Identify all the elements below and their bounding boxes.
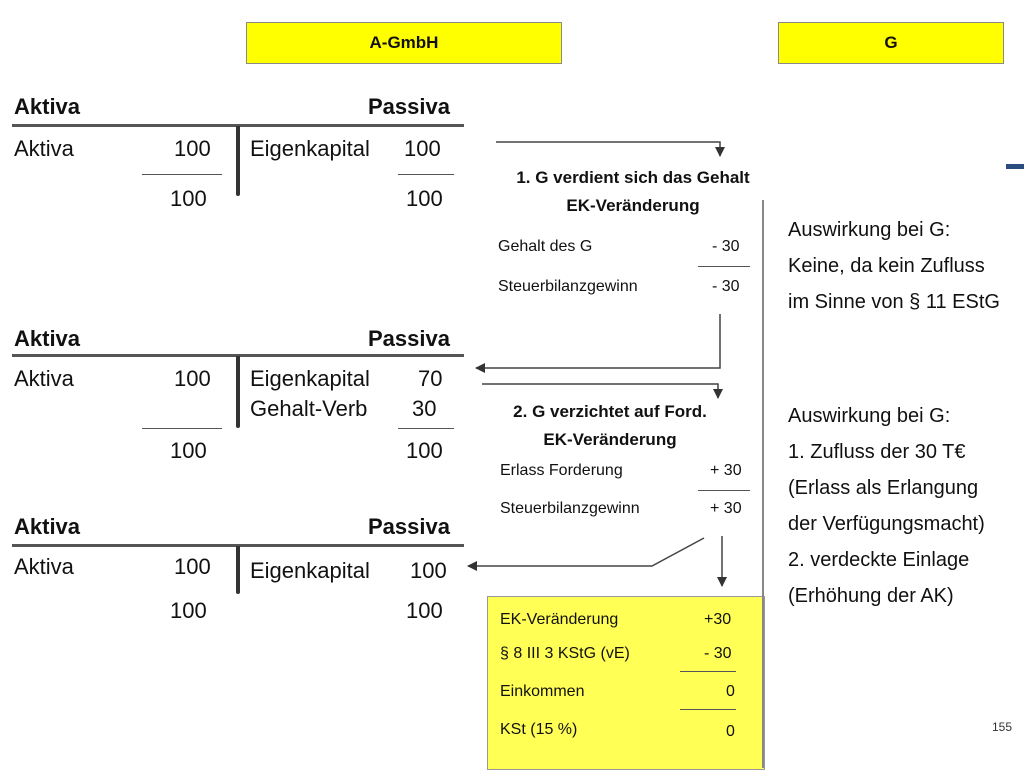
tax-row-4-value: 0: [726, 723, 735, 740]
step-2-subtitle: EK-Veränderung: [543, 430, 677, 449]
tax-row-2-value: - 30: [704, 645, 732, 662]
company-header-label: A-GmbH: [369, 33, 439, 52]
balance-1-head-right: Passiva: [368, 94, 450, 119]
arrow-to-step-1: [496, 142, 720, 156]
step-1-row-2-value: - 30: [712, 278, 740, 295]
step-1-row-1-label: Gehalt des G: [498, 238, 593, 255]
balance-3-right-label: Eigenkapital: [250, 558, 370, 583]
step-1-row-1-value: - 30: [712, 238, 740, 255]
effect-1-line-3: im Sinne von § 11 EStG: [788, 291, 1000, 313]
shareholder-header-label: G: [884, 33, 898, 52]
step-1-subtitle: EK-Veränderung: [566, 196, 700, 215]
balance-3-left-value: 100: [174, 554, 211, 579]
balance-1-head-left: Aktiva: [14, 94, 81, 119]
balance-2-left-label: Aktiva: [14, 366, 74, 391]
balance-2-right-value-1: 70: [418, 366, 443, 391]
step-2-row-2-value: + 30: [710, 500, 742, 517]
balance-1-left-total: 100: [170, 186, 207, 211]
effect-2-line-3: (Erlass als Erlangung: [788, 477, 979, 499]
balance-3-left-total: 100: [170, 598, 207, 623]
balance-1-right-value: 100: [404, 136, 441, 161]
effect-2-line-2: 1. Zufluss der 30 T€: [788, 441, 966, 463]
balance-1-right-total: 100: [406, 186, 443, 211]
step-1-row-2-label: Steuerbilanzgewinn: [498, 278, 638, 295]
effect-2-line-5: 2. verdeckte Einlage: [788, 549, 970, 571]
effect-2-line-1: Auswirkung bei G:: [788, 405, 951, 427]
balance-2-head-left: Aktiva: [14, 326, 81, 351]
balance-2-left-total: 100: [170, 438, 207, 463]
step-2-row-2-label: Steuerbilanzgewinn: [500, 500, 640, 517]
balance-1-right-label: Eigenkapital: [250, 136, 370, 161]
balance-2-right-label-1: Eigenkapital: [250, 366, 370, 391]
arrow-to-step-2: [482, 384, 718, 398]
tax-row-1-value: +30: [704, 611, 732, 628]
step-2-row-1-label: Erlass Forderung: [500, 462, 623, 479]
balance-2-right-total: 100: [406, 438, 443, 463]
balance-2-left-value: 100: [174, 366, 211, 391]
step-2-title: 2. G verzichtet auf Ford.: [513, 402, 707, 421]
tax-row-4-label: KSt (15 %): [500, 721, 578, 738]
effect-1-line-1: Auswirkung bei G:: [788, 219, 951, 241]
balance-3-right-value: 100: [410, 558, 447, 583]
tax-row-1-label: EK-Veränderung: [500, 611, 619, 628]
balance-3-right-total: 100: [406, 598, 443, 623]
balance-3-head-right: Passiva: [368, 514, 450, 539]
step-1-title: 1. G verdient sich das Gehalt: [516, 168, 750, 187]
page-number: 155: [991, 720, 1012, 734]
tax-row-2-label: § 8 III 3 KStG (vE): [500, 645, 630, 662]
effect-1-line-2: Keine, da kein Zufluss: [788, 255, 985, 277]
balance-2-head-right: Passiva: [368, 326, 450, 351]
balance-2-right-value-2: 30: [412, 396, 437, 421]
tax-row-3-label: Einkommen: [500, 683, 585, 700]
balance-1-left-label: Aktiva: [14, 136, 74, 161]
arrow-to-balance-3: [468, 538, 704, 566]
balance-1-left-value: 100: [174, 136, 211, 161]
effect-2-line-6: (Erhöhung der AK): [788, 585, 954, 607]
tax-row-3-value: 0: [726, 683, 735, 700]
balance-2-right-label-2: Gehalt-Verb: [250, 396, 368, 421]
balance-3-left-label: Aktiva: [14, 554, 74, 579]
arrow-to-balance-2: [476, 314, 720, 368]
balance-3-head-left: Aktiva: [14, 514, 81, 539]
step-2-row-1-value: + 30: [710, 462, 742, 479]
effect-2-line-4: der Verfügungsmacht): [788, 513, 985, 535]
